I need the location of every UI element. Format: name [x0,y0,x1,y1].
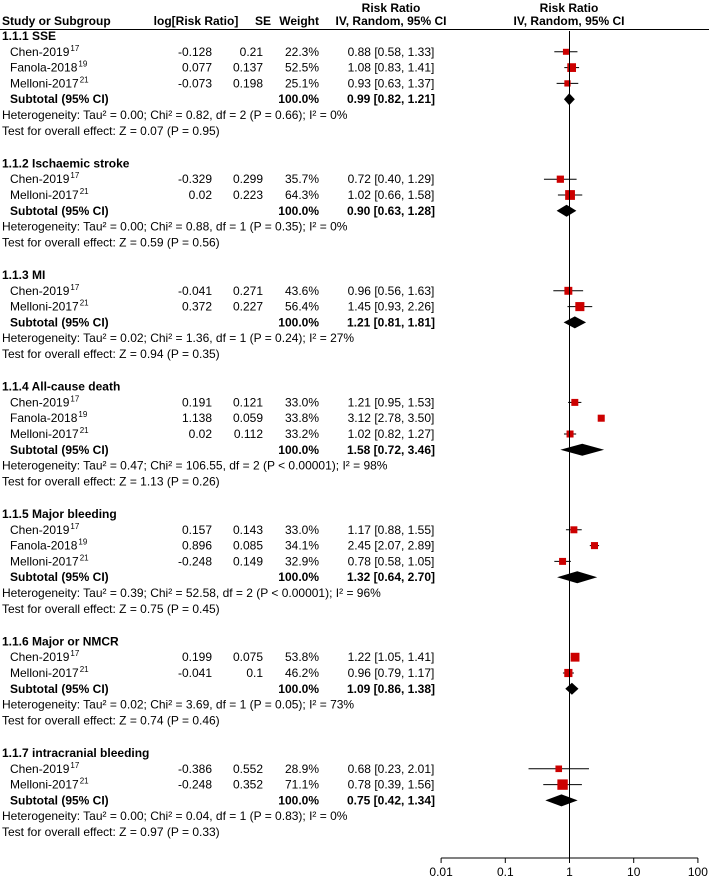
table-header [2,1,624,28]
log-risk-ratio: 0.199 [181,650,212,665]
risk-ratio-ci: 1.45 [0.93, 2.26] [347,299,435,314]
heterogeneity-stats: Heterogeneity: Tau² = 0.00; Chi² = 0.82, df = 2 (P = 0.66); I² = 0% [2,108,348,122]
study-name: Melloni-2017 [10,76,79,91]
standard-error: 0.059 [232,411,263,426]
subtotal-weight: 100.0% [278,793,319,808]
subgroup-title: 1.1.3 MI [2,268,46,282]
study-weight: 33.0% [284,395,319,410]
header-study: Study or Subgroup [2,14,111,28]
standard-error: 0.143 [232,522,263,537]
subtotal-row [10,443,604,457]
log-risk-ratio: -0.386 [177,761,212,776]
subgroup-title: 1.1.1 SSE [2,29,57,43]
study-marker [567,431,574,438]
log-risk-ratio: 0.077 [181,60,212,75]
study-row [10,171,577,186]
x-tick-label: 100 [687,865,708,879]
study-marker [591,542,598,549]
study-marker [557,176,564,183]
subtotal-ci: 1.09 [0.86, 1.38] [346,681,436,696]
study-marker [598,415,605,422]
standard-error: 0.227 [232,299,263,314]
standard-error: 0.137 [232,60,263,75]
risk-ratio-ci: 1.22 [1.05, 1.41] [347,650,435,665]
standard-error: 0.121 [232,395,263,410]
subtotal-diamond [565,683,578,695]
subgroup [2,268,592,361]
subgroup-title: 1.1.6 Major or NMCR [2,634,119,649]
study-row [10,777,582,792]
overall-effect-test: Test for overall effect: Z = 1.13 (P = 0.26) [2,474,220,489]
study-reference: 21 [79,187,89,196]
study-reference: 17 [70,649,80,659]
log-risk-ratio: 0.372 [181,299,212,314]
study-row [10,649,579,664]
study-weight: 22.3% [284,44,319,59]
study-marker [575,302,584,311]
study-weight: 35.7% [284,172,319,187]
study-row [10,187,582,202]
header-logrr: log[Risk Ratio] [153,14,239,28]
study-name: Melloni-2017 [10,299,79,314]
study-reference: 17 [70,521,80,531]
overall-effect-test: Test for overall effect: Z = 0.97 (P = 0.33) [2,825,220,839]
log-risk-ratio: 0.02 [188,427,212,441]
header-rr-method: IV, Random, 95% CI [335,14,447,28]
log-risk-ratio: -0.248 [177,777,212,792]
study-reference: 19 [78,537,88,547]
subtotal-row [10,204,576,218]
study-row [10,761,589,776]
standard-error: 0.552 [232,761,263,776]
subgroup [2,380,605,489]
study-row [10,522,582,537]
subtotal-label: Subtotal (95% CI) [10,203,109,218]
subtotal-label: Subtotal (95% CI) [10,681,109,696]
subtotal-label: Subtotal (95% CI) [10,92,109,107]
study-row [10,426,576,441]
subtotal-label: Subtotal (95% CI) [10,793,109,808]
study-weight: 71.1% [284,777,319,792]
study-name: Chen-2019 [10,172,70,187]
subtotal-diamond [564,316,586,328]
study-reference: 21 [79,75,89,85]
study-marker [570,526,577,533]
study-weight: 25.1% [284,76,319,91]
subtotal-ci: 1.32 [0.64, 2.70] [346,570,436,585]
study-weight: 33.2% [284,427,319,441]
study-row [10,553,571,568]
log-risk-ratio: 1.138 [181,411,212,426]
risk-ratio-ci: 1.02 [0.66, 1.58] [347,188,435,202]
study-weight: 32.9% [284,554,319,569]
standard-error: 0.1 [246,666,263,680]
study-marker [564,669,572,677]
header-plot-method: IV, Random, 95% CI [513,14,625,28]
study-name: Chen-2019 [10,44,70,59]
study-name: Melloni-2017 [10,554,79,569]
study-reference: 21 [79,776,89,786]
heterogeneity-stats: Heterogeneity: Tau² = 0.00; Chi² = 0.88, df = 1 (P = 0.35); I² = 0% [2,219,348,234]
study-row [10,60,579,75]
risk-ratio-ci: 0.68 [0.23, 2.01] [347,761,435,776]
study-marker [571,653,580,662]
study-reference: 17 [70,760,80,770]
study-marker [559,558,566,565]
subtotal-ci: 0.99 [0.82, 1.21] [346,92,436,107]
study-reference: 17 [70,43,80,53]
study-reference: 19 [78,410,88,420]
log-risk-ratio: 0.896 [181,538,212,553]
study-weight: 33.8% [284,411,319,426]
subtotal-row [10,570,597,584]
subtotal-ci: 0.75 [0.42, 1.34] [346,793,436,808]
study-name: Melloni-2017 [10,666,79,680]
subtotal-row [10,315,586,329]
study-row [10,299,592,314]
risk-ratio-ci: 0.78 [0.58, 1.05] [347,554,435,569]
log-risk-ratio: 0.157 [181,522,212,537]
x-tick-label: 1 [566,865,573,879]
log-risk-ratio: -0.329 [177,172,212,187]
risk-ratio-ci: 1.02 [0.82, 1.27] [347,427,435,441]
standard-error: 0.299 [232,172,263,187]
log-risk-ratio: 0.191 [181,395,212,410]
study-name: Fanola-2018 [10,538,78,553]
subtotal-weight: 100.0% [278,570,319,585]
study-weight: 64.3% [284,188,319,202]
study-weight: 53.8% [284,650,319,665]
study-marker [567,63,576,72]
study-name: Chen-2019 [10,283,70,298]
study-marker [557,779,567,789]
risk-ratio-ci: 3.12 [2.78, 3.50] [347,411,435,426]
overall-effect-test: Test for overall effect: Z = 0.07 (P = 0.95) [2,123,220,138]
subtotal-ci: 1.21 [0.81, 1.81] [346,315,436,330]
subtotal-label: Subtotal (95% CI) [10,315,109,330]
standard-error: 0.112 [233,427,263,441]
x-tick-label: 0.01 [429,865,453,879]
subtotal-diamond [545,794,577,806]
standard-error: 0.149 [232,554,263,569]
subtotal-weight: 100.0% [278,681,319,696]
study-name: Fanola-2018 [10,60,78,75]
subtotal-label: Subtotal (95% CI) [10,442,109,457]
study-marker [571,399,578,406]
study-weight: 33.0% [284,522,319,537]
subgroup [2,156,582,249]
header-plot-title: Risk Ratio [539,1,599,15]
x-axis [429,31,708,879]
heterogeneity-stats: Heterogeneity: Tau² = 0.47; Chi² = 106.55, df = 2 (P < 0.00001); I² = 98% [2,458,388,473]
study-reference: 21 [79,298,89,308]
subgroup-title: 1.1.7 intracranial bleeding [2,746,150,760]
study-row [10,538,599,553]
header-weight: Weight [279,14,319,28]
log-risk-ratio: 0.02 [188,188,212,202]
study-row [10,75,578,90]
heterogeneity-stats: Heterogeneity: Tau² = 0.39; Chi² = 52.58, df = 2 (P < 0.00001); I² = 96% [2,586,381,600]
study-weight: 56.4% [284,299,319,314]
overall-effect-test: Test for overall effect: Z = 0.94 (P = 0.35) [2,347,220,361]
risk-ratio-ci: 1.21 [0.95, 1.53] [347,395,435,410]
standard-error: 0.198 [232,76,263,91]
study-reference: 17 [70,171,80,181]
risk-ratio-ci: 0.88 [0.58, 1.33] [347,44,435,59]
study-marker [555,765,562,772]
header-se: SE [254,14,271,28]
subgroup [2,507,599,616]
standard-error: 0.271 [232,283,263,298]
heterogeneity-stats: Heterogeneity: Tau² = 0.02; Chi² = 3.69, df = 1 (P = 0.05); I² = 73% [2,697,355,712]
heterogeneity-stats: Heterogeneity: Tau² = 0.02; Chi² = 1.36, df = 1 (P = 0.24); I² = 27% [2,331,355,346]
subtotal-weight: 100.0% [278,442,319,457]
study-reference: 21 [79,426,89,435]
study-name: Melloni-2017 [10,188,79,202]
risk-ratio-ci: 2.45 [2.07, 2.89] [347,538,435,553]
subtotal-label: Subtotal (95% CI) [10,570,109,585]
subgroup-title: 1.1.5 Major bleeding [2,507,117,521]
subgroup [2,746,589,839]
subtotal-diamond [560,444,604,456]
study-reference: 21 [79,553,89,563]
subtotal-row [10,682,578,696]
standard-error: 0.223 [232,188,263,202]
log-risk-ratio: -0.041 [177,283,212,298]
x-tick-label: 0.1 [496,865,514,879]
study-name: Chen-2019 [10,761,70,776]
study-name: Melloni-2017 [10,427,79,441]
study-weight: 34.1% [284,538,319,553]
study-weight: 46.2% [284,666,319,680]
subtotal-weight: 100.0% [278,203,319,218]
heterogeneity-stats: Heterogeneity: Tau² = 0.00; Chi² = 0.04, df = 1 (P = 0.83); I² = 0% [2,809,348,824]
subtotal-weight: 100.0% [278,315,319,330]
subtotal-ci: 0.90 [0.63, 1.28] [346,203,436,218]
subgroup-title: 1.1.2 Ischaemic stroke [2,156,130,171]
risk-ratio-ci: 1.17 [0.88, 1.55] [347,522,435,537]
subtotal-ci: 1.58 [0.72, 3.46] [346,442,436,457]
study-weight: 52.5% [284,60,319,75]
standard-error: 0.075 [232,650,263,665]
study-row [10,283,583,298]
overall-effect-test: Test for overall effect: Z = 0.74 (P = 0.46) [2,713,220,728]
subtotal-diamond [557,205,577,217]
study-name: Chen-2019 [10,650,70,665]
study-name: Chen-2019 [10,395,70,410]
risk-ratio-ci: 0.96 [0.56, 1.63] [347,283,435,298]
study-name: Chen-2019 [10,522,70,537]
study-reference: 21 [79,665,89,674]
subtotal-weight: 100.0% [278,92,319,107]
study-reference: 17 [70,282,80,292]
overall-effect-test: Test for overall effect: Z = 0.59 (P = 0.56) [2,235,220,250]
study-name: Melloni-2017 [10,777,79,792]
study-weight: 28.9% [284,761,319,776]
standard-error: 0.21 [239,44,263,59]
subtotal-row [10,92,575,106]
study-name: Fanola-2018 [10,411,78,426]
overall-effect-test: Test for overall effect: Z = 0.75 (P = 0.45) [2,601,220,616]
subtotal-diamond [557,571,597,583]
study-row [10,410,605,425]
study-marker [565,190,575,200]
subtotal-row [10,793,578,807]
subgroup [2,634,579,727]
log-risk-ratio: -0.041 [177,666,212,680]
risk-ratio-ci: 0.78 [0.39, 1.56] [347,777,435,792]
study-weight: 43.6% [284,283,319,298]
subgroup-title: 1.1.4 All-cause death [2,379,121,394]
study-marker [563,49,569,55]
study-marker [564,287,572,295]
study-row [10,665,574,680]
x-tick-label: 10 [627,865,641,879]
forest-rows [2,29,605,839]
study-row [10,44,577,59]
header-rr-title: Risk Ratio [361,1,421,15]
study-reference: 19 [78,59,88,69]
risk-ratio-ci: 0.96 [0.79, 1.17] [347,666,435,680]
subgroup [2,29,579,138]
standard-error: 0.085 [232,538,263,553]
risk-ratio-ci: 0.72 [0.40, 1.29] [347,172,435,187]
study-row [10,394,581,409]
study-reference: 17 [70,394,80,404]
risk-ratio-ci: 1.08 [0.83, 1.41] [347,60,435,75]
standard-error: 0.352 [232,777,263,792]
log-risk-ratio: -0.248 [177,554,212,569]
log-risk-ratio: -0.128 [177,44,212,59]
log-risk-ratio: -0.073 [177,76,212,91]
risk-ratio-ci: 0.93 [0.63, 1.37] [347,76,435,91]
